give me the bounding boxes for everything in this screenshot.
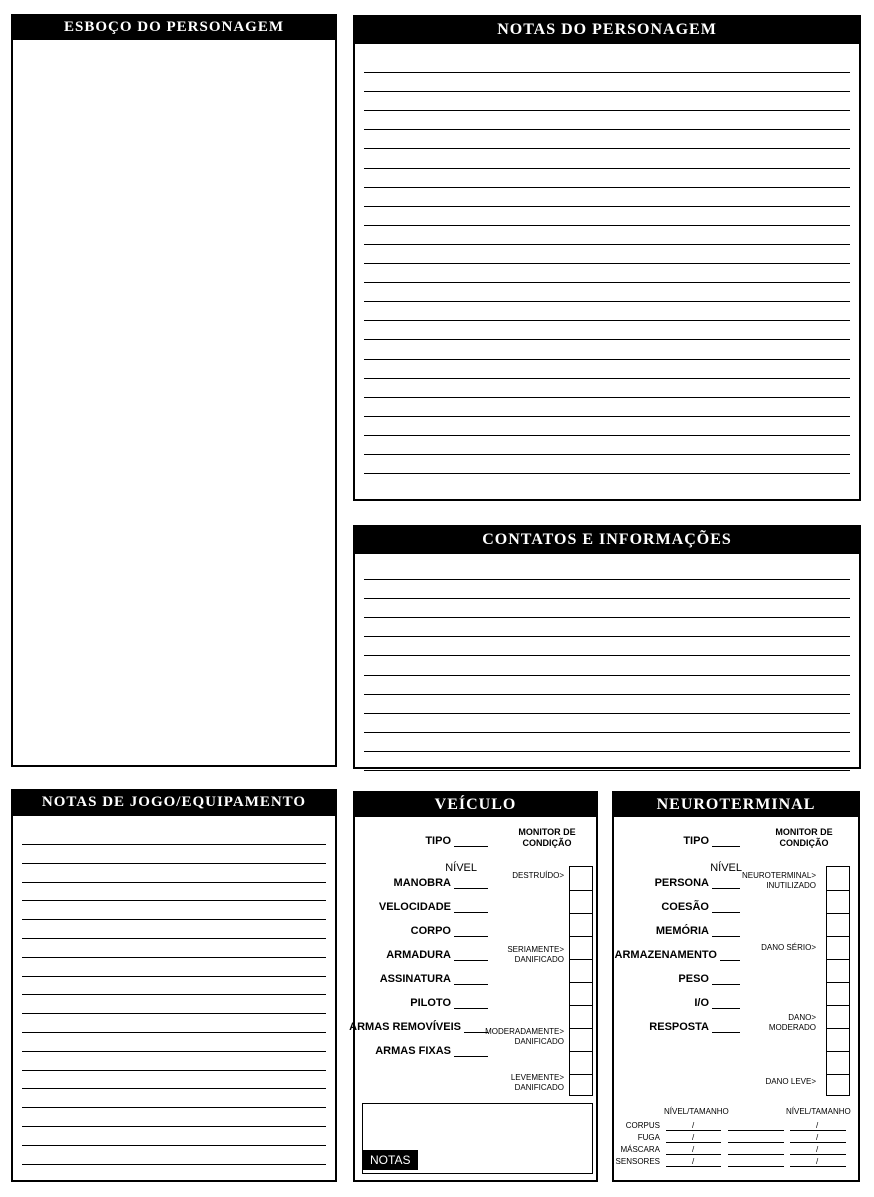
ruled-line xyxy=(364,129,850,130)
ruled-line xyxy=(364,244,850,245)
vehicle-field-blank[interactable] xyxy=(454,926,488,937)
ruled-line xyxy=(364,617,850,618)
ruled-line xyxy=(364,359,850,360)
ruled-line xyxy=(364,148,850,149)
vehicle-field-label: ARMAS FIXAS xyxy=(375,1045,451,1057)
deck-field-7[interactable] xyxy=(649,1021,740,1033)
vehicle-panel xyxy=(349,791,598,1182)
deck-field-0[interactable] xyxy=(683,835,740,847)
vehicle-title: VEÍCULO xyxy=(353,791,598,817)
deck-program-0: CORPUS xyxy=(625,1121,660,1130)
vehicle-condition-3: LEVEMENTE> DANIFICADO xyxy=(510,1073,564,1092)
ruled-line xyxy=(364,225,850,226)
deck-condition-0: NEUROTERMINAL> INUTILIZADO xyxy=(741,871,816,890)
program-slash: / xyxy=(816,1145,819,1154)
ruled-line xyxy=(364,110,850,111)
deck-monitor-label: MONITOR DE CONDIÇÃO xyxy=(775,827,833,848)
notes-title: NOTAS DO PERSONAGEM xyxy=(353,15,861,44)
ruled-line xyxy=(22,1164,326,1165)
ruled-line xyxy=(22,882,326,883)
deck-program-2: MÁSCARA xyxy=(620,1145,660,1154)
deck-condition-monitor[interactable] xyxy=(826,866,850,1096)
deck-field-blank[interactable] xyxy=(712,1022,740,1033)
ruled-line xyxy=(22,844,326,845)
program-slash: / xyxy=(692,1121,695,1130)
vehicle-field-blank[interactable] xyxy=(454,950,488,961)
deck-field-label: PERSONA xyxy=(654,877,709,889)
ruled-line xyxy=(364,282,850,283)
ruled-line xyxy=(22,957,326,958)
deck-field-6[interactable] xyxy=(694,997,740,1009)
sketch-panel xyxy=(11,14,337,767)
deck-field-label: I/O xyxy=(694,997,709,1009)
vehicle-notes-label: NOTAS xyxy=(362,1150,418,1170)
ruled-line xyxy=(22,994,326,995)
ruled-line xyxy=(364,187,850,188)
program-slash: / xyxy=(692,1157,695,1166)
deck-title: NEUROTERMINAL xyxy=(612,791,860,817)
ruled-line xyxy=(22,1126,326,1127)
ruled-line xyxy=(364,378,850,379)
vehicle-monitor-label: MONITOR DE CONDIÇÃO xyxy=(518,827,576,848)
ruled-line xyxy=(364,732,850,733)
program-blank[interactable] xyxy=(728,1130,784,1131)
program-blank[interactable] xyxy=(728,1154,784,1155)
ruled-line xyxy=(364,454,850,455)
ruled-line xyxy=(22,1145,326,1146)
deck-condition-1: DANO SÉRIO> xyxy=(761,943,816,952)
deck-field-blank[interactable] xyxy=(712,902,740,913)
deck-field-blank[interactable] xyxy=(712,974,740,985)
vehicle-field-blank[interactable] xyxy=(454,998,488,1009)
vehicle-field-3[interactable] xyxy=(411,925,488,937)
condition-cell xyxy=(570,1074,592,1075)
program-slash: / xyxy=(816,1121,819,1130)
game-notes-title: NOTAS DE JOGO/EQUIPAMENTO xyxy=(11,789,337,816)
condition-cell xyxy=(827,913,849,914)
deck-field-label: ARMAZENAMENTO xyxy=(614,949,717,961)
ruled-line xyxy=(364,770,850,771)
deck-program-1: FUGA xyxy=(637,1133,660,1142)
condition-cell xyxy=(827,1051,849,1052)
ruled-line xyxy=(22,900,326,901)
condition-cell xyxy=(827,1005,849,1006)
vehicle-field-6[interactable] xyxy=(410,997,488,1009)
deck-field-label: TIPO xyxy=(683,835,709,847)
vehicle-nivel-label: NÍVEL xyxy=(445,862,477,874)
ruled-line xyxy=(364,636,850,637)
ruled-line xyxy=(364,320,850,321)
deck-programs-header-right: NÍVEL/TAMANHO xyxy=(786,1107,851,1116)
deck-field-blank[interactable] xyxy=(712,926,740,937)
ruled-line xyxy=(364,263,850,264)
vehicle-field-7[interactable] xyxy=(349,1021,488,1033)
condition-cell xyxy=(570,936,592,937)
deck-field-5[interactable] xyxy=(678,973,740,985)
deck-field-4[interactable] xyxy=(615,949,740,961)
ruled-line xyxy=(22,1051,326,1052)
vehicle-field-label: CORPO xyxy=(410,925,451,937)
ruled-line xyxy=(364,579,850,580)
ruled-line xyxy=(22,976,326,977)
ruled-line xyxy=(364,339,850,340)
vehicle-field-blank[interactable] xyxy=(454,902,488,913)
program-slash: / xyxy=(816,1157,819,1166)
ruled-line xyxy=(364,694,850,695)
vehicle-field-0[interactable] xyxy=(425,835,488,847)
condition-cell xyxy=(570,1028,592,1029)
ruled-line xyxy=(364,473,850,474)
ruled-line xyxy=(22,1032,326,1033)
vehicle-field-label: ASSINATURA xyxy=(379,973,451,985)
ruled-line xyxy=(22,919,326,920)
deck-panel xyxy=(612,791,860,1182)
deck-condition-3: DANO LEVE> xyxy=(765,1077,816,1086)
deck-field-blank[interactable] xyxy=(712,878,740,889)
deck-field-label: COESÃO xyxy=(661,901,709,913)
condition-cell xyxy=(827,1074,849,1075)
deck-field-1[interactable] xyxy=(655,877,740,889)
program-slash: / xyxy=(692,1133,695,1142)
vehicle-field-label: ARMADURA xyxy=(386,949,451,961)
condition-cell xyxy=(827,959,849,960)
vehicle-field-blank[interactable] xyxy=(454,878,488,889)
vehicle-field-4[interactable] xyxy=(386,949,488,961)
deck-field-label: MEMÓRIA xyxy=(655,925,709,937)
vehicle-field-8[interactable] xyxy=(375,1045,488,1057)
deck-field-label: RESPOSTA xyxy=(649,1021,709,1033)
vehicle-condition-monitor[interactable] xyxy=(569,866,593,1096)
ruled-line xyxy=(364,91,850,92)
contacts-panel[interactable] xyxy=(353,525,861,769)
condition-cell xyxy=(570,1005,592,1006)
program-blank[interactable] xyxy=(728,1142,784,1143)
deck-field-2[interactable] xyxy=(661,901,740,913)
ruled-line xyxy=(364,435,850,436)
vehicle-field-label: TIPO xyxy=(425,835,451,847)
ruled-line xyxy=(364,397,850,398)
vehicle-field-label: PILOTO xyxy=(410,997,451,1009)
sketch-title: ESBOÇO DO PERSONAGEM xyxy=(11,14,337,40)
condition-cell xyxy=(827,936,849,937)
condition-cell xyxy=(570,1051,592,1052)
game-notes-panel[interactable] xyxy=(11,789,337,1182)
condition-cell xyxy=(827,890,849,891)
ruled-line xyxy=(364,713,850,714)
deck-field-blank[interactable] xyxy=(712,836,740,847)
condition-cell xyxy=(570,959,592,960)
vehicle-field-blank[interactable] xyxy=(454,836,488,847)
ruled-line xyxy=(364,751,850,752)
ruled-line xyxy=(364,655,850,656)
condition-cell xyxy=(827,1028,849,1029)
vehicle-field-label: VELOCIDADE xyxy=(378,901,451,913)
ruled-line xyxy=(364,301,850,302)
ruled-line xyxy=(22,1088,326,1089)
program-slash: / xyxy=(692,1145,695,1154)
contacts-title: CONTATOS E INFORMAÇÕES xyxy=(353,525,861,554)
condition-cell xyxy=(827,982,849,983)
ruled-line xyxy=(22,1013,326,1014)
program-blank[interactable] xyxy=(728,1166,784,1167)
ruled-line xyxy=(22,863,326,864)
vehicle-field-blank[interactable] xyxy=(454,974,488,985)
vehicle-field-blank[interactable] xyxy=(454,1046,488,1057)
deck-nivel-label: NÍVEL xyxy=(710,862,742,874)
vehicle-condition-2: MODERADAMENTE> DANIFICADO xyxy=(485,1027,564,1046)
deck-field-label: PESO xyxy=(678,973,709,985)
vehicle-field-5[interactable] xyxy=(380,973,488,985)
vehicle-condition-0: DESTRUÍDO> xyxy=(512,871,564,880)
ruled-line xyxy=(364,416,850,417)
ruled-line xyxy=(22,1107,326,1108)
condition-cell xyxy=(570,890,592,891)
deck-programs-header-left: NÍVEL/TAMANHO xyxy=(664,1107,729,1116)
deck-field-blank[interactable] xyxy=(712,998,740,1009)
ruled-line xyxy=(22,1070,326,1071)
ruled-line xyxy=(364,675,850,676)
vehicle-condition-1: SERIAMENTE> DANIFICADO xyxy=(507,945,564,964)
notes-panel[interactable] xyxy=(353,15,861,501)
vehicle-field-2[interactable] xyxy=(379,901,488,913)
condition-cell xyxy=(570,913,592,914)
deck-field-blank[interactable] xyxy=(720,950,740,961)
ruled-line xyxy=(364,72,850,73)
ruled-line xyxy=(364,168,850,169)
deck-field-3[interactable] xyxy=(656,925,740,937)
ruled-line xyxy=(364,598,850,599)
ruled-line xyxy=(364,206,850,207)
vehicle-field-label: MANOBRA xyxy=(393,877,451,889)
deck-condition-2: DANO> MODERADO xyxy=(768,1013,816,1032)
vehicle-field-label: ARMAS REMOVÍVEIS xyxy=(349,1021,461,1033)
vehicle-field-1[interactable] xyxy=(394,877,488,889)
deck-program-3: SENSORES xyxy=(615,1157,660,1166)
program-slash: / xyxy=(816,1133,819,1142)
condition-cell xyxy=(570,982,592,983)
ruled-line xyxy=(22,938,326,939)
